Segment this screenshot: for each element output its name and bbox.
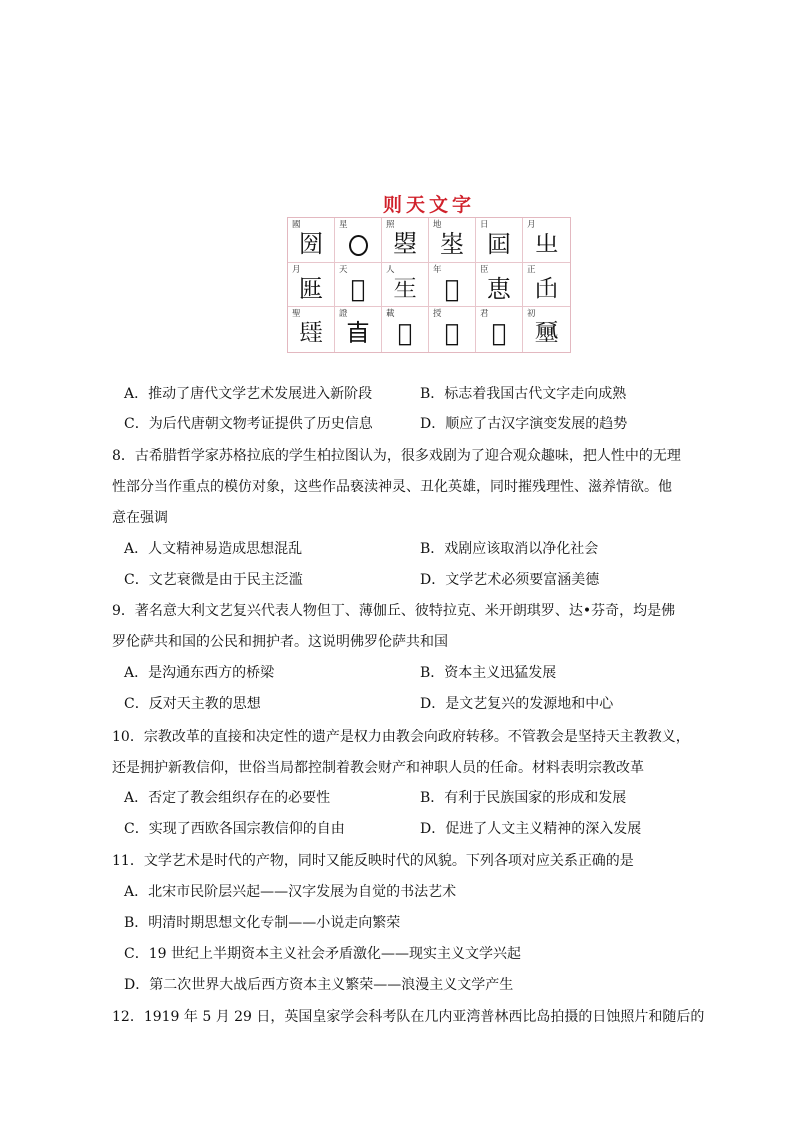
q10-option-c: C．实现了西欧各国宗教信仰的自由 — [124, 821, 345, 837]
standard-character: 臣 — [480, 264, 489, 275]
q8-option-b: B．戏剧应该取消以净化社会 — [420, 541, 599, 557]
grid-cell — [476, 218, 523, 263]
q8-option-d: D．文学艺术必须要富涵美德 — [420, 572, 600, 588]
zetian-character: 㞢 — [534, 230, 559, 258]
zetian-character: 恵 — [487, 274, 511, 303]
zetian-character: 𡔈 — [534, 319, 559, 348]
q9-option-b: B．资本主义迅猛发展 — [420, 665, 557, 681]
zetian-character: 匨 — [299, 274, 323, 303]
zetian-characters-figure — [287, 193, 571, 348]
zetian-character: 𠙺 — [534, 274, 559, 303]
grid-cell — [429, 218, 476, 263]
grid-cell — [382, 218, 429, 263]
grid-cell — [429, 307, 476, 352]
standard-character: 年 — [433, 264, 442, 275]
standard-character: 載 — [386, 309, 395, 320]
standard-character: 聖 — [292, 309, 301, 320]
q8-option-c: C．文艺衰微是由于民主泛滥 — [124, 572, 303, 588]
q9-stem-line-1: 9．著名意大利文艺复兴代表人物但丁、薄伽丘、彼特拉克、米开朗琪罗、达•芬奇，均是佛 — [112, 603, 676, 619]
standard-character: 星 — [339, 220, 348, 230]
standard-character: 月 — [292, 264, 301, 275]
q9-option-d: D．是文艺复兴的发源地和中心 — [420, 696, 614, 712]
q7-option-a: A．推动了唐代文学艺术发展进入新阶段 — [124, 386, 373, 402]
grid-cell — [476, 263, 523, 308]
q8-stem-line-1: 8．古希腊哲学家苏格拉底的学生柏拉图认为，很多戏剧为了迎合观众趣味，把人性中的无理 — [112, 448, 681, 464]
q8-stem-line-3: 意在强调 — [112, 510, 168, 526]
grid-cell — [382, 307, 429, 352]
q11-option-a: A．北宋市民阶层兴起——汉字发展为自觉的书法艺术 — [124, 884, 457, 900]
zetian-character: 𠀑 — [350, 274, 366, 303]
zetian-character: 𨲢 — [299, 319, 323, 348]
standard-character: 地 — [433, 220, 442, 230]
q8-stem-line-2: 性部分当作重点的模仿对象，这些作品亵渎神灵、丑化英雄，同时摧残理性、滋养情欲。他 — [112, 479, 672, 495]
standard-character: 照 — [386, 220, 395, 230]
standard-character: 國 — [292, 220, 301, 230]
standard-character: 日 — [480, 220, 489, 230]
grid-cell — [476, 307, 523, 352]
q10-stem-line-1: 10．宗教改革的直接和决定性的遗产是权力由教会向政府转移。不管教会是坚持天主教教义， — [112, 729, 690, 745]
zetian-character: 𥃭 — [346, 319, 370, 348]
figure-title: 则天文字 — [382, 194, 475, 216]
q7-option-d: D．顺应了古汉字演变发展的趋势 — [420, 416, 628, 432]
grid-cell — [288, 218, 335, 263]
q7-option-c: C．为后代唐朝文物考证提供了历史信息 — [124, 416, 373, 432]
q10-option-d: D．促进了人文主义精神的深入发展 — [420, 821, 642, 837]
zetian-character: 囸 — [487, 230, 511, 258]
circle-glyph-icon — [349, 235, 368, 256]
q11-option-c: C．19 世纪上半期资本主义社会矛盾激化——现实主义文学兴起 — [124, 946, 521, 962]
grid-cell — [288, 307, 335, 352]
zetian-character: 圀 — [299, 230, 323, 258]
grid-cell — [335, 307, 382, 352]
q9-option-c: C．反对天主教的思想 — [124, 696, 261, 712]
grid-cell — [382, 263, 429, 308]
q7-option-b: B．标志着我国古代文字走向成熟 — [420, 386, 627, 402]
q12-stem-line-1: 12．1919 年 5 月 29 日，英国皇家学会科考队在几内亚湾普林西比岛拍摄的日蚀照片和随后的 — [112, 1009, 705, 1025]
zetian-character — [335, 229, 381, 259]
zetian-character: 埊 — [440, 230, 464, 258]
zetian-character: 𠺞 — [491, 319, 507, 348]
standard-character: 人 — [386, 264, 395, 275]
standard-character: 授 — [433, 309, 442, 320]
zetian-character: 𡕀 — [397, 319, 413, 348]
zetian-character: 曌 — [393, 230, 417, 258]
zetian-character: 𠡦 — [444, 274, 460, 303]
zetian-character: 𥠢 — [444, 319, 460, 348]
q9-option-a: A．是沟通东西方的桥梁 — [124, 665, 275, 681]
grid-cell — [335, 218, 382, 263]
standard-character: 天 — [339, 264, 348, 275]
grid-cell — [335, 263, 382, 308]
q8-option-a: A．人文精神易造成思想混乱 — [124, 541, 303, 557]
standard-character: 月 — [527, 220, 536, 230]
q11-option-b: B．明清时期思想文化专制——小说走向繁荣 — [124, 915, 401, 931]
q10-option-a: A．否定了教会组织存在的必要性 — [124, 790, 331, 806]
q11-option-d: D．第二次世界大战后西方资本主义繁荣——浪漫主义文学产生 — [124, 977, 514, 993]
character-grid — [287, 217, 571, 353]
grid-cell — [523, 307, 570, 352]
grid-cell — [429, 263, 476, 308]
standard-character: 證 — [339, 309, 348, 320]
q10-option-b: B．有利于民族国家的形成和发展 — [420, 790, 627, 806]
grid-cell — [523, 263, 570, 308]
grid-cell — [288, 263, 335, 308]
standard-character: 君 — [480, 309, 489, 320]
standard-character: 初 — [527, 309, 536, 320]
zetian-character: 𤯔 — [393, 274, 417, 303]
q9-stem-line-2: 罗伦萨共和国的公民和拥护者。这说明佛罗伦萨共和国 — [112, 634, 448, 650]
standard-character: 正 — [527, 264, 536, 275]
grid-cell — [523, 218, 570, 263]
q11-stem: 11．文学艺术是时代的产物，同时又能反映时代的风貌。下列各项对应关系正确的是 — [112, 853, 634, 869]
q10-stem-line-2: 还是拥护新教信仰，世俗当局都控制着教会财产和神职人员的任命。材料表明宗教改革 — [112, 760, 644, 776]
